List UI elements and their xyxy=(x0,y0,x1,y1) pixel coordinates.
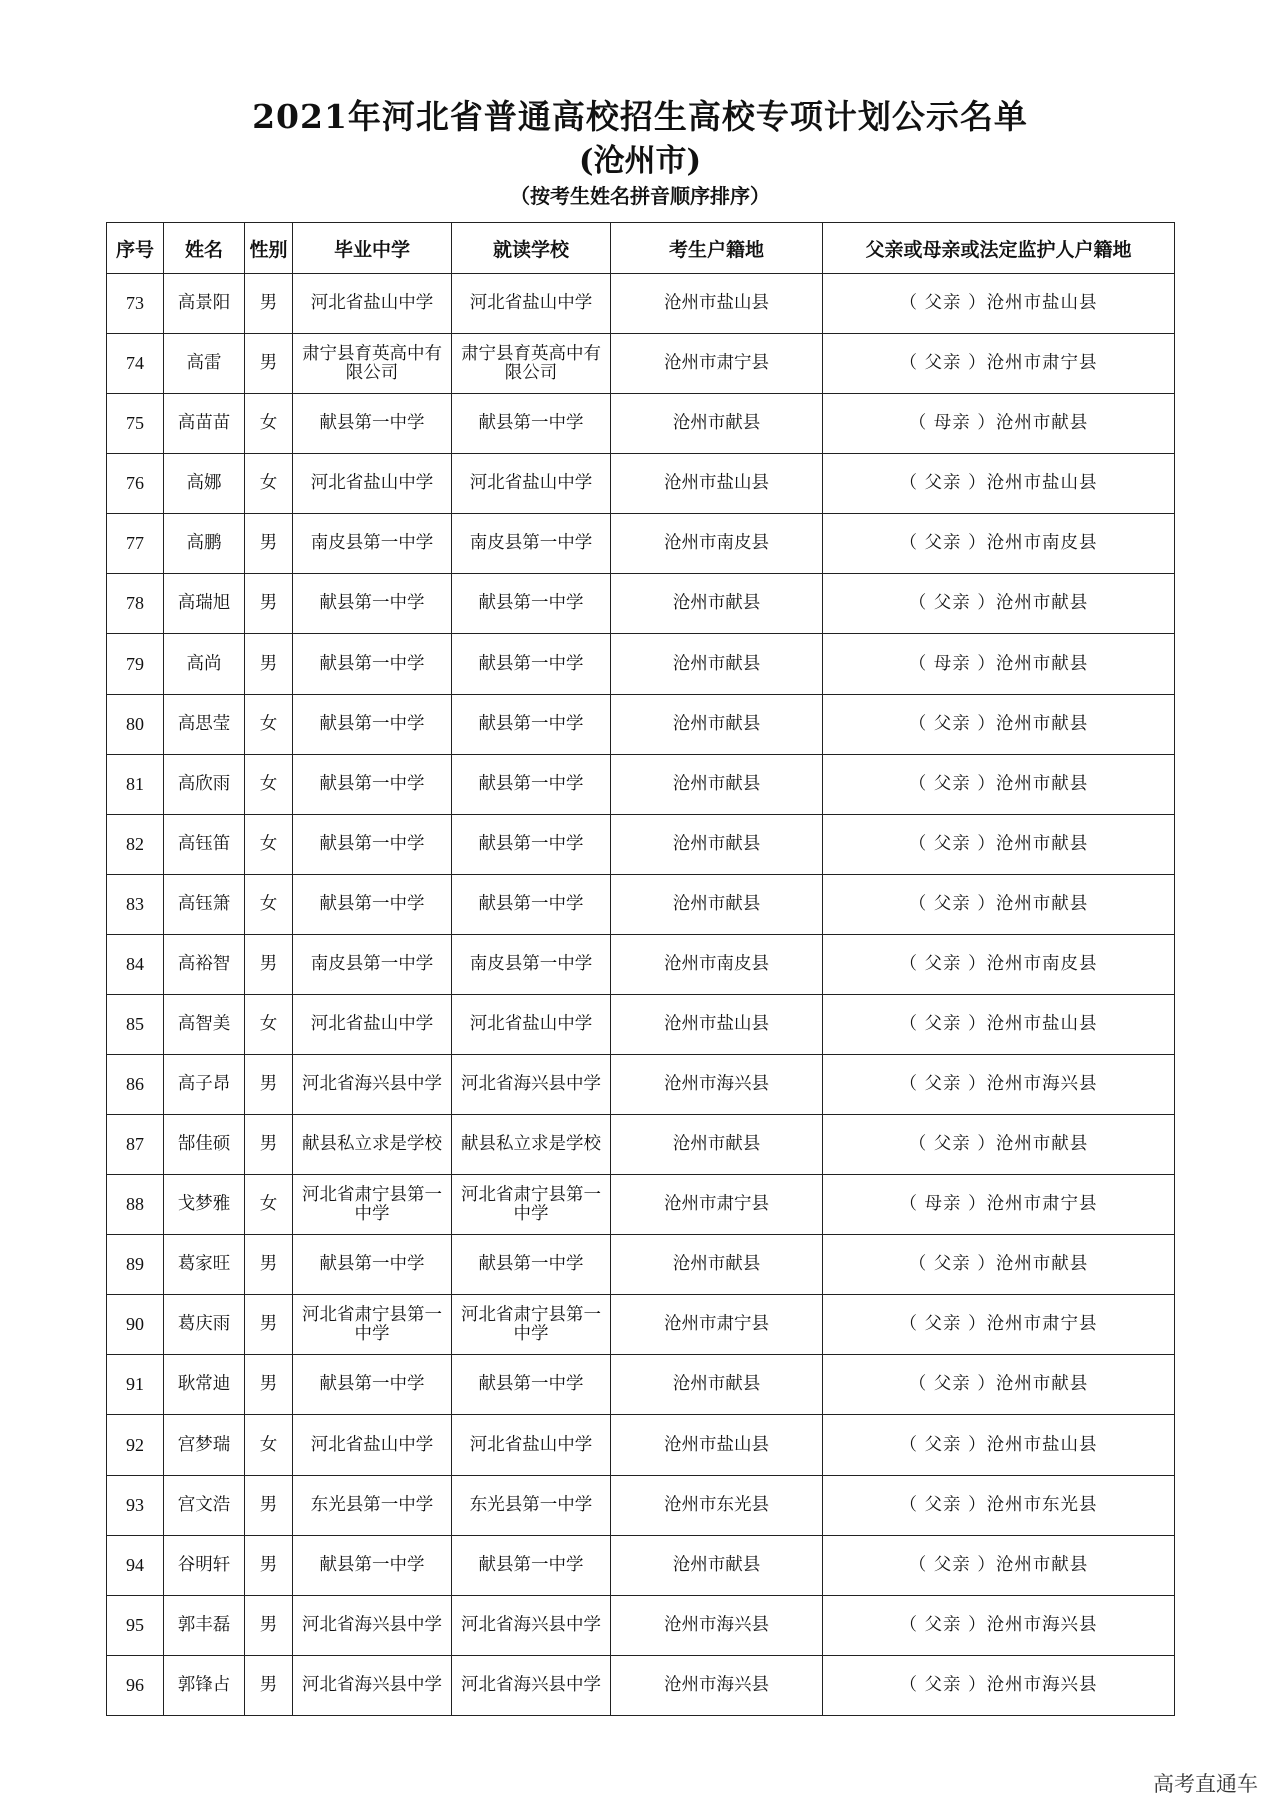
table-row xyxy=(107,1595,1175,1655)
guardian-residence: （ 母亲 ）沧州市献县 xyxy=(823,394,1175,454)
row-index: 82 xyxy=(107,814,164,874)
student-residence: 沧州市献县 xyxy=(611,634,823,694)
student-residence: 沧州市肃宁县 xyxy=(611,334,823,394)
current-school: 河北省海兴县中学 xyxy=(452,1655,611,1715)
current-school: 南皮县第一中学 xyxy=(452,514,611,574)
row-index: 91 xyxy=(107,1355,164,1415)
student-name: 郭丰磊 xyxy=(164,1595,245,1655)
table-row xyxy=(107,1355,1175,1415)
student-residence: 沧州市献县 xyxy=(611,574,823,634)
current-school: 献县私立求是学校 xyxy=(452,1115,611,1175)
table-row xyxy=(107,1055,1175,1115)
current-school: 献县第一中学 xyxy=(452,1535,611,1595)
gender: 男 xyxy=(245,934,293,994)
row-index: 87 xyxy=(107,1115,164,1175)
student-name: 戈梦雅 xyxy=(164,1175,245,1235)
guardian-residence: （ 母亲 ）沧州市献县 xyxy=(823,634,1175,694)
header-gender: 性别 xyxy=(245,223,293,274)
graduated-school: 河北省盐山中学 xyxy=(293,1415,452,1475)
current-school: 献县第一中学 xyxy=(452,634,611,694)
row-index: 73 xyxy=(107,274,164,334)
student-residence: 沧州市肃宁县 xyxy=(611,1295,823,1355)
table-row xyxy=(107,874,1175,934)
header-guardian-residence: 父亲或母亲或法定监护人户籍地 xyxy=(823,223,1175,274)
guardian-residence: （ 父亲 ）沧州市献县 xyxy=(823,574,1175,634)
student-residence: 沧州市献县 xyxy=(611,1355,823,1415)
current-school: 南皮县第一中学 xyxy=(452,934,611,994)
gender: 男 xyxy=(245,1595,293,1655)
student-name: 宫梦瑞 xyxy=(164,1415,245,1475)
guardian-residence: （ 父亲 ）沧州市盐山县 xyxy=(823,1415,1175,1475)
table-row xyxy=(107,334,1175,394)
gender: 男 xyxy=(245,1055,293,1115)
guardian-residence: （ 父亲 ）沧州市盐山县 xyxy=(823,994,1175,1054)
row-index: 75 xyxy=(107,394,164,454)
student-name: 高裕智 xyxy=(164,934,245,994)
student-name: 宫文浩 xyxy=(164,1475,245,1535)
row-index: 88 xyxy=(107,1175,164,1235)
table-row xyxy=(107,1415,1175,1475)
student-residence: 沧州市海兴县 xyxy=(611,1655,823,1715)
student-name: 高瑞旭 xyxy=(164,574,245,634)
header-student-residence: 考生户籍地 xyxy=(611,223,823,274)
graduated-school: 肃宁县育英高中有限公司 xyxy=(293,334,452,394)
gender: 女 xyxy=(245,754,293,814)
row-index: 93 xyxy=(107,1475,164,1535)
gender: 男 xyxy=(245,1355,293,1415)
graduated-school: 河北省海兴县中学 xyxy=(293,1655,452,1715)
guardian-residence: （ 父亲 ）沧州市献县 xyxy=(823,754,1175,814)
row-index: 79 xyxy=(107,634,164,694)
student-name: 高子昂 xyxy=(164,1055,245,1115)
gender: 男 xyxy=(245,274,293,334)
document-subtitle: (沧州市) xyxy=(578,143,702,179)
current-school: 河北省盐山中学 xyxy=(452,1415,611,1475)
gender: 女 xyxy=(245,1415,293,1475)
header-name: 姓名 xyxy=(164,223,245,274)
student-name: 高苗苗 xyxy=(164,394,245,454)
graduated-school: 献县第一中学 xyxy=(293,754,452,814)
guardian-residence: （ 父亲 ）沧州市献县 xyxy=(823,874,1175,934)
student-name: 高娜 xyxy=(164,454,245,514)
graduated-school: 献县第一中学 xyxy=(293,694,452,754)
gender: 女 xyxy=(245,994,293,1054)
row-index: 95 xyxy=(107,1595,164,1655)
table-row xyxy=(107,1295,1175,1355)
table-row xyxy=(107,994,1175,1054)
guardian-residence: （ 父亲 ）沧州市东光县 xyxy=(823,1475,1175,1535)
student-residence: 沧州市海兴县 xyxy=(611,1595,823,1655)
graduated-school: 献县第一中学 xyxy=(293,814,452,874)
watermark-text: 高考直通车 xyxy=(1153,1772,1258,1796)
gender: 男 xyxy=(245,334,293,394)
gender: 女 xyxy=(245,454,293,514)
table-row xyxy=(107,1175,1175,1235)
guardian-residence: （ 父亲 ）沧州市献县 xyxy=(823,814,1175,874)
student-name: 高鹏 xyxy=(164,514,245,574)
graduated-school: 南皮县第一中学 xyxy=(293,514,452,574)
row-index: 96 xyxy=(107,1655,164,1715)
student-residence: 沧州市肃宁县 xyxy=(611,1175,823,1235)
graduated-school: 献县第一中学 xyxy=(293,1235,452,1295)
graduated-school: 河北省肃宁县第一中学 xyxy=(293,1295,452,1355)
graduated-school: 河北省海兴县中学 xyxy=(293,1055,452,1115)
student-name: 高思莹 xyxy=(164,694,245,754)
gender: 女 xyxy=(245,394,293,454)
current-school: 河北省海兴县中学 xyxy=(452,1595,611,1655)
guardian-residence: （ 父亲 ）沧州市南皮县 xyxy=(823,934,1175,994)
table-row xyxy=(107,934,1175,994)
gender: 男 xyxy=(245,1295,293,1355)
row-index: 86 xyxy=(107,1055,164,1115)
gender: 女 xyxy=(245,814,293,874)
row-index: 84 xyxy=(107,934,164,994)
table-row xyxy=(107,634,1175,694)
student-residence: 沧州市南皮县 xyxy=(611,934,823,994)
guardian-residence: （ 父亲 ）沧州市肃宁县 xyxy=(823,334,1175,394)
student-residence: 沧州市盐山县 xyxy=(611,274,823,334)
current-school: 肃宁县育英高中有限公司 xyxy=(452,334,611,394)
student-name: 郭锋占 xyxy=(164,1655,245,1715)
student-residence: 沧州市南皮县 xyxy=(611,514,823,574)
table-row xyxy=(107,274,1175,334)
table-row xyxy=(107,1475,1175,1535)
table-row xyxy=(107,1115,1175,1175)
current-school: 献县第一中学 xyxy=(452,1355,611,1415)
student-name: 葛家旺 xyxy=(164,1235,245,1295)
guardian-residence: （ 父亲 ）沧州市盐山县 xyxy=(823,274,1175,334)
table-row xyxy=(107,394,1175,454)
student-name: 耿常迪 xyxy=(164,1355,245,1415)
graduated-school: 河北省盐山中学 xyxy=(293,454,452,514)
current-school: 河北省盐山中学 xyxy=(452,994,611,1054)
row-index: 94 xyxy=(107,1535,164,1595)
student-name: 高智美 xyxy=(164,994,245,1054)
student-name: 高欣雨 xyxy=(164,754,245,814)
student-name: 高景阳 xyxy=(164,274,245,334)
graduated-school: 献县第一中学 xyxy=(293,634,452,694)
guardian-residence: （ 父亲 ）沧州市盐山县 xyxy=(823,454,1175,514)
current-school: 献县第一中学 xyxy=(452,694,611,754)
student-residence: 沧州市献县 xyxy=(611,394,823,454)
graduated-school: 献县私立求是学校 xyxy=(293,1115,452,1175)
document-title: 2021年河北省普通高校招生高校专项计划公示名单 xyxy=(252,97,1028,136)
header-index: 序号 xyxy=(107,223,164,274)
gender: 男 xyxy=(245,574,293,634)
row-index: 78 xyxy=(107,574,164,634)
guardian-residence: （ 父亲 ）沧州市献县 xyxy=(823,694,1175,754)
student-residence: 沧州市盐山县 xyxy=(611,994,823,1054)
row-index: 74 xyxy=(107,334,164,394)
graduated-school: 献县第一中学 xyxy=(293,1355,452,1415)
current-school: 河北省海兴县中学 xyxy=(452,1055,611,1115)
table-row xyxy=(107,694,1175,754)
student-residence: 沧州市献县 xyxy=(611,1535,823,1595)
guardian-residence: （ 父亲 ）沧州市海兴县 xyxy=(823,1655,1175,1715)
gender: 男 xyxy=(245,1475,293,1535)
student-name: 高钰箫 xyxy=(164,874,245,934)
current-school: 献县第一中学 xyxy=(452,874,611,934)
guardian-residence: （ 母亲 ）沧州市肃宁县 xyxy=(823,1175,1175,1235)
current-school: 东光县第一中学 xyxy=(452,1475,611,1535)
table-row xyxy=(107,454,1175,514)
gender: 女 xyxy=(245,1175,293,1235)
table-row xyxy=(107,754,1175,814)
current-school: 献县第一中学 xyxy=(452,394,611,454)
student-name: 郜佳硕 xyxy=(164,1115,245,1175)
student-residence: 沧州市献县 xyxy=(611,1235,823,1295)
guardian-residence: （ 父亲 ）沧州市海兴县 xyxy=(823,1595,1175,1655)
graduated-school: 河北省盐山中学 xyxy=(293,274,452,334)
graduated-school: 河北省肃宁县第一中学 xyxy=(293,1175,452,1235)
current-school: 献县第一中学 xyxy=(452,1235,611,1295)
current-school: 献县第一中学 xyxy=(452,754,611,814)
row-index: 92 xyxy=(107,1415,164,1475)
guardian-residence: （ 父亲 ）沧州市献县 xyxy=(823,1115,1175,1175)
header-graduated-school: 毕业中学 xyxy=(293,223,452,274)
guardian-residence: （ 父亲 ）沧州市肃宁县 xyxy=(823,1295,1175,1355)
guardian-residence: （ 父亲 ）沧州市献县 xyxy=(823,1355,1175,1415)
guardian-residence: （ 父亲 ）沧州市献县 xyxy=(823,1535,1175,1595)
current-school: 河北省盐山中学 xyxy=(452,274,611,334)
graduated-school: 东光县第一中学 xyxy=(293,1475,452,1535)
graduated-school: 献县第一中学 xyxy=(293,574,452,634)
gender: 男 xyxy=(245,1115,293,1175)
student-name: 高尚 xyxy=(164,634,245,694)
student-residence: 沧州市海兴县 xyxy=(611,1055,823,1115)
student-residence: 沧州市献县 xyxy=(611,1115,823,1175)
guardian-residence: （ 父亲 ）沧州市南皮县 xyxy=(823,514,1175,574)
row-index: 90 xyxy=(107,1295,164,1355)
current-school: 河北省肃宁县第一中学 xyxy=(452,1295,611,1355)
current-school: 献县第一中学 xyxy=(452,574,611,634)
row-index: 85 xyxy=(107,994,164,1054)
gender: 男 xyxy=(245,634,293,694)
row-index: 83 xyxy=(107,874,164,934)
student-name: 高钰笛 xyxy=(164,814,245,874)
current-school: 河北省肃宁县第一中学 xyxy=(452,1175,611,1235)
gender: 女 xyxy=(245,874,293,934)
row-index: 77 xyxy=(107,514,164,574)
graduated-school: 河北省海兴县中学 xyxy=(293,1595,452,1655)
table-row xyxy=(107,574,1175,634)
gender: 男 xyxy=(245,514,293,574)
gender: 女 xyxy=(245,694,293,754)
current-school: 河北省盐山中学 xyxy=(452,454,611,514)
roster-body xyxy=(107,274,1175,1716)
gender: 男 xyxy=(245,1655,293,1715)
student-name: 高雷 xyxy=(164,334,245,394)
header-current-school: 就读学校 xyxy=(452,223,611,274)
table-row xyxy=(107,514,1175,574)
guardian-residence: （ 父亲 ）沧州市海兴县 xyxy=(823,1055,1175,1115)
student-name: 谷明轩 xyxy=(164,1535,245,1595)
gender: 男 xyxy=(245,1235,293,1295)
row-index: 89 xyxy=(107,1235,164,1295)
student-residence: 沧州市盐山县 xyxy=(611,454,823,514)
row-index: 80 xyxy=(107,694,164,754)
header-row xyxy=(107,223,1175,274)
row-index: 76 xyxy=(107,454,164,514)
graduated-school: 南皮县第一中学 xyxy=(293,934,452,994)
table-row xyxy=(107,1655,1175,1715)
table-row xyxy=(107,1535,1175,1595)
graduated-school: 献县第一中学 xyxy=(293,1535,452,1595)
table-row xyxy=(107,1235,1175,1295)
graduated-school: 献县第一中学 xyxy=(293,874,452,934)
student-residence: 沧州市献县 xyxy=(611,874,823,934)
graduated-school: 河北省盐山中学 xyxy=(293,994,452,1054)
table-row xyxy=(107,814,1175,874)
sort-note: （按考生姓名拼音顺序排序） xyxy=(510,184,770,208)
student-residence: 沧州市献县 xyxy=(611,694,823,754)
guardian-residence: （ 父亲 ）沧州市献县 xyxy=(823,1235,1175,1295)
graduated-school: 献县第一中学 xyxy=(293,394,452,454)
student-residence: 沧州市献县 xyxy=(611,754,823,814)
student-residence: 沧州市献县 xyxy=(611,814,823,874)
roster-table xyxy=(106,222,1175,1716)
current-school: 献县第一中学 xyxy=(452,814,611,874)
student-residence: 沧州市盐山县 xyxy=(611,1415,823,1475)
gender: 男 xyxy=(245,1535,293,1595)
student-residence: 沧州市东光县 xyxy=(611,1475,823,1535)
student-name: 葛庆雨 xyxy=(164,1295,245,1355)
row-index: 81 xyxy=(107,754,164,814)
